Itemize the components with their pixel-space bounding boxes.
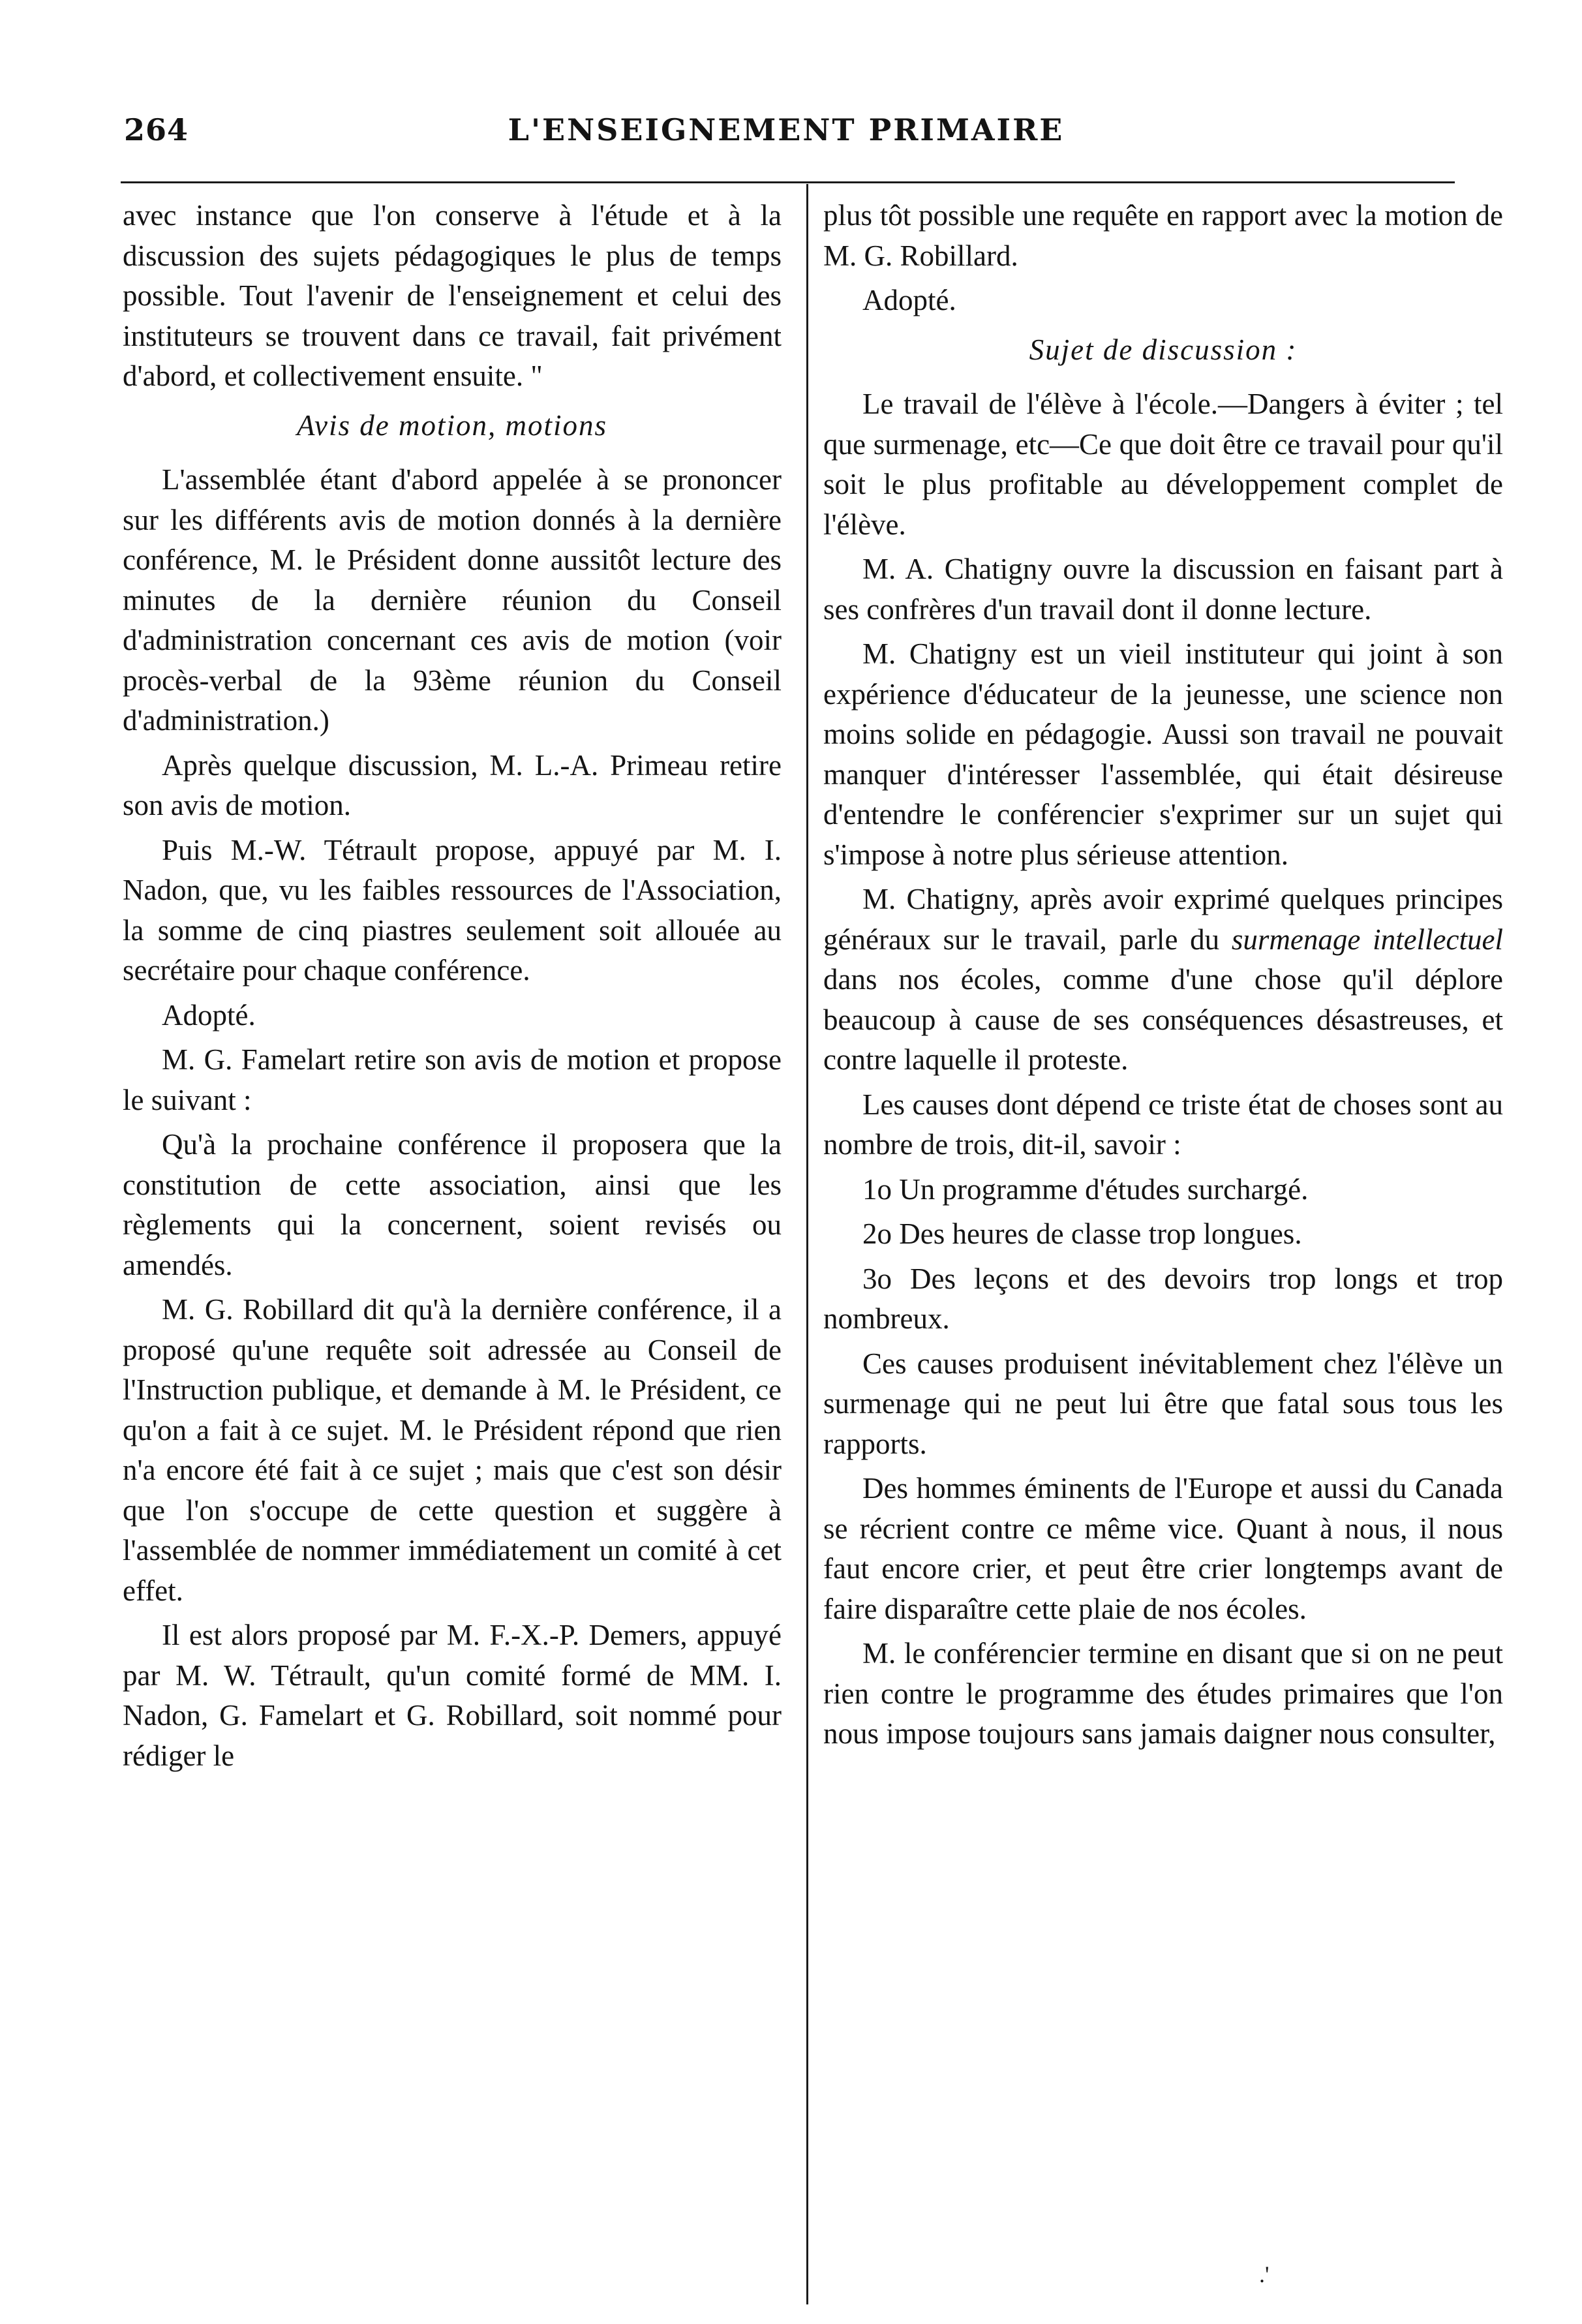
page-number: 264: [124, 112, 189, 147]
paragraph: [823, 879, 1503, 1080]
paragraph: Après quelque discussion, M. L.-A. Primeau retire son avis de motion.: [123, 748, 782, 821]
column-divider: [806, 184, 808, 2304]
paragraph: M. G. Famelart retire son avis de motion et propose le suivant :: [123, 1043, 782, 1116]
paragraph: Puis M.-W. Tétrault propose, appuyé par M. I. Nadon, que, vu les faibles ressources de l'Association, la somme de cinq piastres seulement soit allouée au secrétaire pour chaque conférence.: [123, 833, 782, 986]
paragraph: M. Chatigny est un vieil instituteur qui joint à son expérience d'éducateur de la jeunesse, une science non moins solide en pédagogie. Aussi son travail ne pouvait manquer d'intéresser l'assemblée, qui était désireuse d'entendre le conférencier s'exprimer sur un sujet qui s'impose à notre plus sérieuse attention.: [823, 637, 1503, 871]
paragraph: M. le conférencier termine en disant que si on ne peut rien contre le programme des études primaires que l'on nous impose toujours sans jamais daigner nous consulter,: [823, 1637, 1503, 1750]
header-rule: [121, 181, 1455, 183]
paragraph: L'assemblée étant d'abord appelée à se prononcer sur les différents avis de motion donnés à la dernière conférence, M. le Président donne aussitôt lecture des minutes de la dernière réunion du Conseil d'administration concernant ces avis de motion (voir procès-verbal de la 93ème réunion du Conseil d'administration.): [123, 463, 782, 737]
running-title: L'ENSEIGNEMENT PRIMAIRE: [508, 112, 1065, 147]
paragraph: 2o Des heures de classe trop longues.: [862, 1217, 1302, 1250]
paragraph-text: dans nos écoles, comme d'une chose qu'il déplore beaucoup à cause de ses conséquences désastreuses, et contre laquelle il proteste.: [823, 963, 1503, 1076]
paragraph: 3o Des leçons et des devoirs trop longs et trop nombreux.: [823, 1262, 1503, 1335]
paragraph: M. A. Chatigny ouvre la discussion en faisant part à ses confrères d'un travail dont il donne lecture.: [823, 553, 1503, 626]
page-header: [124, 112, 1448, 158]
paragraph: plus tôt possible une requête en rapport avec la motion de M. G. Robillard.: [823, 199, 1503, 272]
emphasized-text: surmenage intellectuel: [1231, 923, 1503, 956]
paragraph-text: M. Chatigny, après avoir exprimé quelques principes généraux sur le travail, parle du: [823, 883, 1503, 956]
paragraph: M. G. Robillard dit qu'à la dernière conférence, il a proposé qu'une requête soit adressée au Conseil de l'Instruction publique, et demande à M. le Président, ce qu'on a fait à ce sujet. M. le Président répond que rien n'a encore été fait à ce sujet ; mais que c'est son désir que l'on s'occupe de cette question et suggère à l'assemblée de nommer immédiatement un comité à cet effet.: [123, 1293, 782, 1607]
right-column: [823, 196, 1503, 1759]
paragraph: Le travail de l'élève à l'école.—Dangers à éviter ; tel que surmenage, etc—Ce que doit être ce travail pour qu'il soit le plus profitable au développement complet de l'élève.: [823, 388, 1503, 541]
stray-mark: .': [1259, 2261, 1270, 2287]
paragraph: Les causes dont dépend ce triste état de choses sont au nombre de trois, dit-il, savoir :: [823, 1088, 1503, 1161]
section-heading: Sujet de discussion :: [1029, 333, 1298, 366]
paragraph: Adopté.: [862, 284, 956, 316]
paragraph: 1o Un programme d'études surchargé.: [862, 1172, 1309, 1206]
paragraph: Adopté.: [162, 998, 256, 1032]
section-heading: Avis de motion, motions: [297, 408, 607, 442]
paragraph: Il est alors proposé par M. F.-X.-P. Demers, appuyé par M. W. Tétrault, qu'un comité formé de MM. I. Nadon, G. Famelart et G. Robillard, soit nommé pour rédiger le: [123, 1619, 782, 1772]
paragraph: Ces causes produisent inévitablement chez l'élève un surmenage qui ne peut lui être que fatal sous tous les rapports.: [823, 1347, 1503, 1460]
paragraph: avec instance que l'on conserve à l'étude et à la discussion des sujets pédagogiques le plus de temps possible. Tout l'avenir de l'enseignement et celui des instituteurs se trouvent dans ce travail, fait privément d'abord, et collectivement ensuite. ": [123, 199, 782, 392]
paragraph: Des hommes éminents de l'Europe et aussi du Canada se récrient contre ce même vice. Quant à nous, il nous faut encore crier, et peut être crier longtemps avant de faire disparaître cette plaie de nos écoles.: [823, 1472, 1503, 1625]
paragraph: Qu'à la prochaine conférence il proposera que la constitution de cette association, ainsi que les règlements qui la concernent, soient revisés ou amendés.: [123, 1128, 782, 1281]
left-column: [123, 196, 782, 1781]
